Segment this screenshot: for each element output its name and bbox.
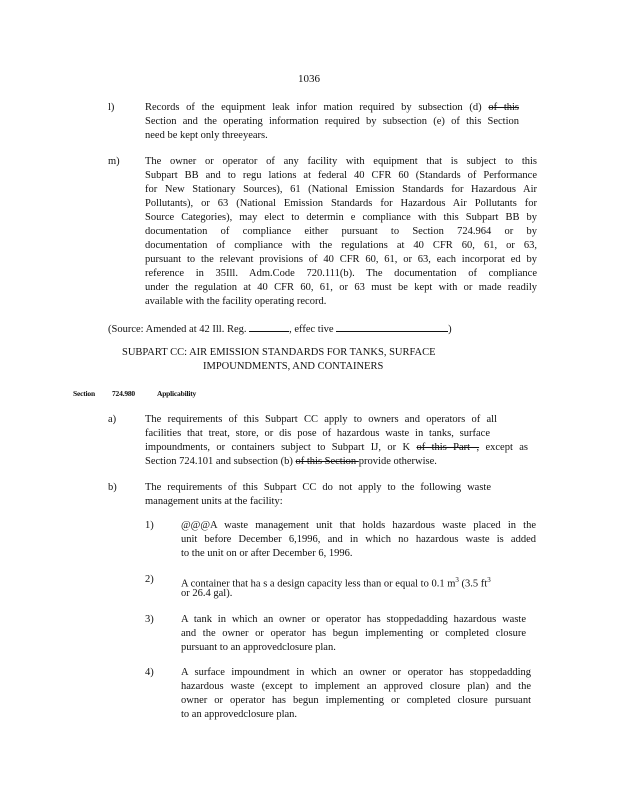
subitem-4-label: 4) [145,667,154,678]
item-a-line: impoundments, or containers subject to Subpart IJ, or K of this Part , except as [145,442,529,453]
strike-of-this-section: of this Section [295,456,359,467]
item-m-line: under the regulation at 40 CFR 60, 61, or 63 must be kept with or made readily [145,282,537,293]
strike-of-this: of this [488,102,519,113]
item-l-line-2: Section and the operating information required by subsection (e) of this Section [145,116,519,127]
subitem-3-label: 3) [145,614,154,625]
subitem-line: to the unit on or after December 6, 1996. [181,548,353,559]
item-b-label: b) [108,482,117,493]
register-blank [249,320,289,332]
subitem-line: A tank in which an owner or operator has stoppedadding hazardous waste [181,614,526,625]
subitem-line: unit before December 6,1996, and in which no hazardous waste is added [181,534,536,545]
section-word: Section [73,389,95,398]
subitem-line: to an approvedclosure plan. [181,709,298,720]
subpart-heading-line-2: IMPOUNDMENTS, AND CONTAINERS [203,361,384,372]
subitem-2-label: 2) [145,574,154,585]
effective-date-blank [336,320,448,332]
item-m-line: for New Stationary Sources), 61 (National Emission Standards for Hazardous Air [145,184,537,195]
subitem-line: hazardous waste (except to implement an approved closure plan) and the [181,681,531,692]
source-middle: , effec tive [289,324,334,335]
item-m-line: documentation of compliance either pursuant to Section 724.964 or by [145,226,537,237]
item-m-line: pursuant to the relevant provisions of 40 CFR 60, 61, or 63, each incorporat ed by [145,254,537,265]
item-m-line: reference in 35Ill. Adm.Code 720.111(b). The documentation of compliance [145,268,537,279]
item-a-line: Section 724.101 and subsection (b) of this Section provide otherwise. [145,456,437,467]
subitem-1-label: 1) [145,520,154,531]
item-a-line: facilities that treat, store, or dis pose of hazardous waste in tanks, surface [145,428,490,439]
item-b-line: management units at the facility: [145,496,283,507]
page-number: 1036 [298,73,320,85]
subitem-line: @@@A waste management unit that holds hazardous waste placed in the [181,520,536,531]
item-m-line: documentation of compliance with the regulations at 40 CFR 60, 61, or 63, [145,240,537,251]
subitem-line: pursuant to an approvedclosure plan. [181,642,336,653]
subitem-line: and the owner or operator has begun implementing or completed closure [181,628,526,639]
item-m-line: Pollutants), or 63 (National Emission Standards for Hazardous Air Pollutants for [145,198,537,209]
section-number: 724.980 [112,389,135,398]
item-m-line: The owner or operator of any facility with equipment that is subject to this [145,156,537,167]
item-l-label: l) [108,102,115,113]
subitem-line: A surface impoundment in which an owner or operator has stoppedadding [181,667,531,678]
superscript: 3 [455,576,459,584]
item-m-line: Subpart BB and to regu lations at federal 40 CFR 60 (Standards of Performance [145,170,537,181]
subitem-line: A container that ha s a design capacity less than or equal to 0.1 $m^3$ (3.5 $ft^3$ [181,576,491,590]
strike-of-this-part: of this Part , [416,442,480,453]
item-a-line: The requirements of this Subpart CC apply to owners and operators of all [145,414,497,425]
source-prefix: (Source: Amended at 42 Ill. Reg. [108,324,247,335]
item-a-label: a) [108,414,117,425]
section-title: Applicability [157,389,197,398]
item-m-line: Source Categories), may elect to determin e compliance with this Subpart BB by [145,212,537,223]
item-l-line-3: need be kept only threeyears. [145,130,268,141]
subitem-line: or 26.4 gal). [181,588,233,599]
item-m-label: m) [108,156,120,167]
superscript: 3 [487,576,491,584]
item-l-line-1: Records of the equipment leak infor mation required by subsection (d) of this [145,102,519,113]
source-note [108,320,452,337]
subpart-heading-line-1: SUBPART CC: AIR EMISSION STANDARDS FOR TANKS, SURFACE [122,347,436,358]
source-suffix: ) [448,324,452,335]
item-b-line: The requirements of this Subpart CC do not apply to the following waste [145,482,491,493]
item-m-line: available with the facility operating record. [145,296,327,307]
subitem-line: owner or operator has begun implementing or completed closure pursuant [181,695,531,706]
